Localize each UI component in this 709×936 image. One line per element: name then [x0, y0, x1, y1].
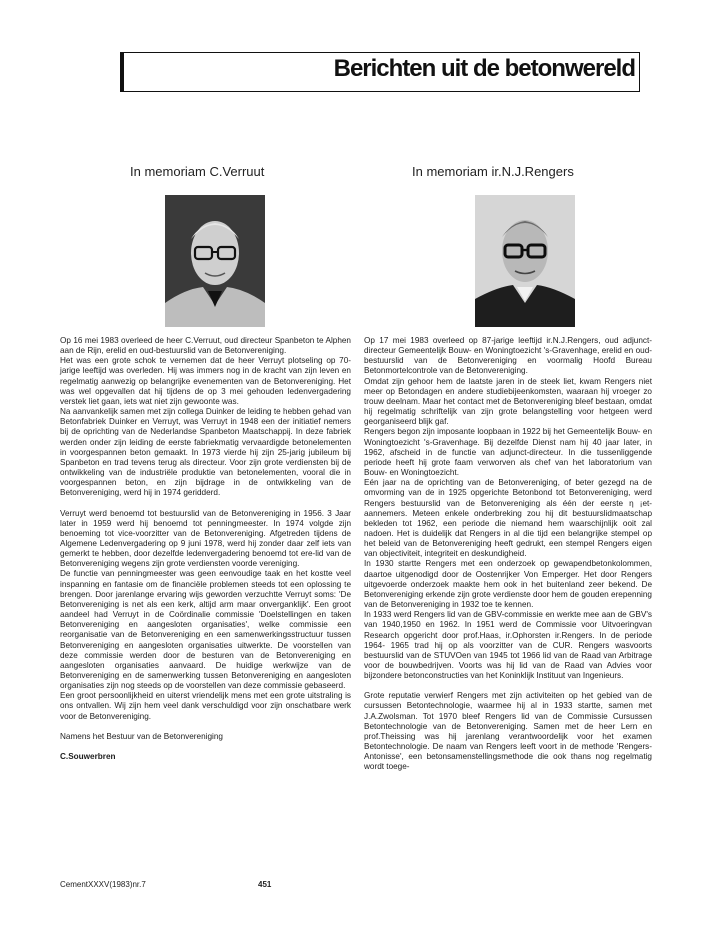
- section-header: [120, 52, 640, 92]
- right-article-body: [364, 336, 652, 783]
- page-number: 451: [258, 880, 272, 889]
- left-paragraph-2: Verruyt werd benoemd tot bestuurslid van de Betonvereniging in 1956. 3 Jaar later in 1959 werd hij benoemd tot penningmeester. In 1974 volgde zijn benoeming tot vice-voorzitter van de Betonvereniging. Afgetreden tijdens de Algemene Ledenvergadering op 9 juni 1978, werd hij zonder daar zelf iets van gemerkt te hebben, door dezelfde ledenvergadering benoemd tot ere-lid van de Betonvereniging wegens zijn grote verdiensten voorde vereniging. De functie van penningmeester was geen eenvoudige taak en het kostte veel inspanning en fantasie om de financiële problemen steeds tot een oplossing te brengen. Door jarenlange ervaring wijs geworden verzuchtte Verruyt soms: 'De Betonvereniging is net als een kerk, altijd arm maar onverganklijk'. Een groot aandeel had Verruyt in de Coördinalie commissie 'Doelstellingen en taken Betonvereniging en aangesloten organisaties', welke commissie een reorganisatie van de Betonvereniging en een samenwerkingsstructuur tussen Betonvereniging en aangesloten organisaties uitwerkte. De voorstellen van deze commissie werden door de besturen van de Betonvereniging en aangesloten organisaties aanvaard. De huidige werkwijze van de Betonvereniging en de samenwerking tussen Betonvereniging en aangesloten organisaties zijn nog steeds op de voorstellen van deze commissie gebaseerd. Een groot persoonlijkheid en uiterst vriendelijk mens met een grote uitstraling is ons ontvallen. Wij zijn hem veel dank verschuldigd voor zijn onschatbare werk voor de Betonvereniging.: [60, 508, 351, 721]
- signature-name: C.Souwerbren: [60, 751, 116, 761]
- portrait-rengers: [475, 195, 575, 327]
- portrait-rengers-image: [475, 195, 575, 327]
- right-paragraph-2: Grote reputatie verwierf Rengers met zijn activiteiten op het gebied van de cursussen Betontechnologie, waarmee hij al in 1933 startte, samen met J.A.Zwolsman. Tot 1970 bleef Rengers lid van de Commissie Cursussen Betontechnologie van de Betonvereniging. Samen met de heer Lern en prof.Theissing was hij jarenlang verantwoordelijk voor het examen Betontechnologie. De naam van Rengers leeft voort in de methode 'Rengers-Antonisse', een betonsamenstellingsmethode die ook thans nog regelmatig wordt toege-: [364, 691, 652, 772]
- signature-line: Namens het Bestuur van de Betonvereniging: [60, 731, 223, 741]
- left-paragraph-1: Op 16 mei 1983 overleed de heer C.Verruut, oud directeur Spanbeton te Alphen aan de Rijn, erelid en oud-bestuurslid van de Betonvereniging. Het was een grote schok te vernemen dat de heer Verruyt plotseling op 70-jarige leeftijd was overleden. Hij was immers nog in de kracht van zijn leven en regelmatig aanwezig op belangrijke evenementen van de Betonvereniging. Het was wel opgevallen dat hij tijdens de op 3 mei gehouden ledenvergadering verstek liet gaan, iets wat niet zijn gewoonte was. Na aanvankelijk samen met zijn collega Duinker de leiding te hebben gehad van Betonfabriek Duinker en Verruyt, was Verruyt in 1948 een der initiatief nemers bij de oprichting van de Nederlandse Spanbeton Maatschappij. In deze fabriek werden onder zijn leiding de eerste fabriekmatig vervaardigde betonelementen in voorgespannen beton gemaakt. In 1973 vierde hij zijn 25-jarig jubileum bij Spanbeton en trad tevens terug als directeur. Voor zijn grote verdiensten bij de ontwikkeling van de industriële produktie van betonelementen, vooral die in voorgespannen beton, en zijn bijdrage in de ontwikkeling van de Betonvereniging, werd hij in 1974 geridderd.: [60, 336, 351, 498]
- right-paragraph-1: Op 17 mei 1983 overleed op 87-jarige leeftijd ir.N.J.Rengers, oud adjunct-directeur Gemeentelijk Bouw- en Woningtoezicht 's-Gravenhage, erelid en oud-bestuurslid van de Betonvereniging en voormalig Hoofd Bureau Betonmortelcontrole van de Betonvereniging. Omdat zijn gehoor hem de laatste jaren in de steek liet, kwam Rengers niet meer op Betondagen en andere studiebijeenkomsten, waaraan hij vroeger zo trouw deelnam. Maar het contact met de Betonvereniging bleef bestaan, omdat hij regelmatig schriftelijk van zijn grote belangstelling voor hetgeen werd georganiseerd blijk gaf. Rengers begon zijn imposante loopbaan in 1922 bij het Gemeentelijk Bouw- en Woningtoezicht 's-Gravenhage. Bij dezelfde Dienst nam hij 40 jaar later, in 1962, afscheid in de functie van adjunct-directeur. In die tussenliggende periode heeft hij grote faam verworven als chef van het laboratorium van Bouw- en Woningtoezicht. Eén jaar na de oprichting van de Betonvereniging, of beter gezegd na de omvorming van de in 1925 opgerichte Betonbond tot Betonvereniging, werd Rengers bestuurslid van de Betonvereniging als één der eerste η ¡et-aannemers. Meteen enkele onderbreking zou hij dit bestuurslidmaatschap bekleden tot 1962, een periode die niemand hem waarschijnlijk ooit zal nadoen. Het is duidelijk dat Rengers in al die tijd een belangrijke stempel op het beleid van de Betonvereniging heeft gedrukt, een stempel Rengers eigen van objectiviteit, integriteit en deskundigheid. In 1930 startte Rengers met een onderzoek op gewapendbetonkolommen, daartoe uitgenodigd door de Oostenrijker Von Emperger. Het door Rengers uitgevoerde onderzoek maakte hem ook in het buitenland zeer bekend. De Betonvereniging erkende zijn grote verdienste door hem de gouden erepenning van de Betonvereniging in 1932 toe te kennen. In 1933 werd Rengers lid van de GBV-commissie en werkte mee aan de GBV's van 1940,1950 en 1962. In 1951 werd de Commissie voor Uitvoeringvan Research opgericht door prof.Haas, ir.Ophorsten ir.Rengers. In de periode 1964- 1965 trad hij op als voorzitter van de CUR. Rengers wasvoorts bestuurslid van de STUVOen van 1945 tot 1966 lid van de Raad van Arbitrage voor de bouwbedrijven. Voorts was hij lid van de Raad van Advies voor bijzondere betonconstructies van het Koninklijk Instituut van Ingenieurs.: [364, 336, 652, 681]
- portrait-verruut: [165, 195, 265, 327]
- section-title: Berichten uit de betonwereld: [333, 55, 635, 82]
- right-article-heading: In memoriam ir.N.J.Rengers: [412, 164, 574, 179]
- left-article-body: [60, 336, 351, 772]
- left-article-heading: In memoriam C.Verruut: [130, 164, 265, 179]
- journal-reference: CementXXXV(1983)nr.7: [60, 880, 146, 889]
- portrait-verruut-image: [165, 195, 265, 327]
